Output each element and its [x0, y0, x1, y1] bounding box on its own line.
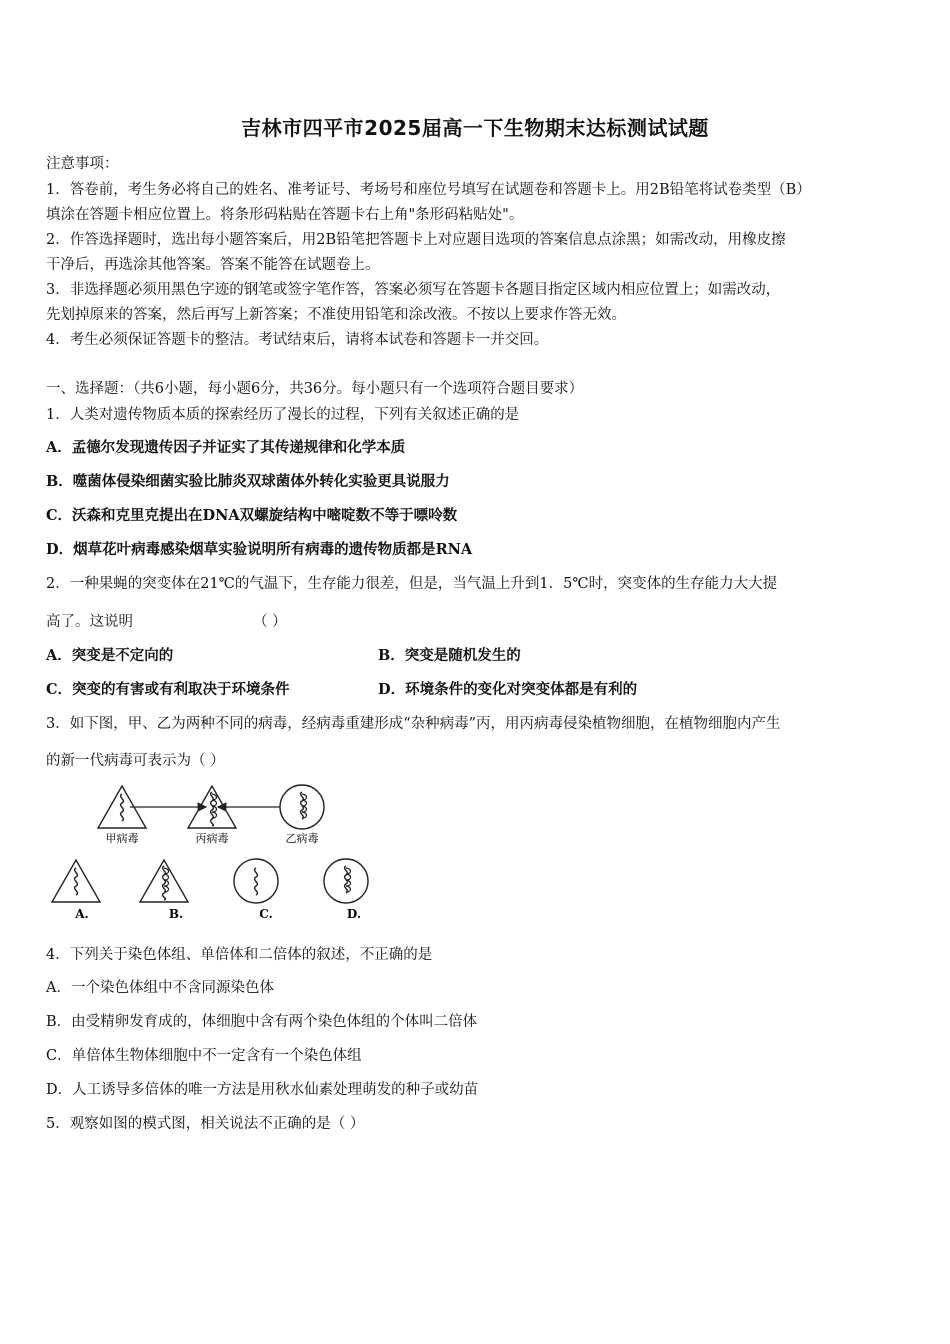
- page-title: 吉林市四平市2025届高一下生物期末达标测试试题: [241, 116, 709, 140]
- notice-line: 填涂在答题卡相应位置上。将条形码粘贴在答题卡右上角"条形码粘贴处"。: [46, 207, 524, 223]
- q2-option-c: C．突变的有害或有利取决于环境条件: [46, 681, 290, 698]
- q3-stem: 3．如下图，甲、乙为两种不同的病毒，经病毒重建形成“杂种病毒”丙，用丙病毒侵染植物细胞，在植物细胞内产生: [46, 716, 781, 732]
- q4-stem: 4．下列关于染色体组、单倍体和二倍体的叙述，不正确的是: [46, 947, 433, 963]
- q2-option-d: D．环境条件的变化对突变体都是有利的: [378, 681, 638, 698]
- q2-stem: 2．一种果蝇的突变体在21℃的气温下，生存能力很差，但是，当气温上升到1．5℃时，突变体的生存能力大大提: [46, 576, 778, 592]
- q2-stem-cont: [46, 610, 916, 631]
- q1-option-d: D．烟草花叶病毒感染烟草实验说明所有病毒的遗传物质都是RNA: [46, 541, 473, 558]
- option-d-virus: [324, 859, 368, 903]
- virus-yi-circle: [280, 785, 324, 829]
- q4-option-d: D．人工诱导多倍体的唯一方法是用秋水仙素处理萌发的种子或幼苗: [46, 1082, 479, 1098]
- option-c-virus: [234, 859, 278, 903]
- notice-line: 先划掉原来的答案，然后再写上新答案；不准使用铅笔和涂改液。不按以上要求作答无效。: [46, 307, 626, 323]
- q4-option-c: C．单倍体生物体细胞中不一定含有一个染色体组: [46, 1048, 362, 1064]
- option-a-virus: [52, 860, 100, 902]
- q2-stem-text: 高了。这说明: [46, 614, 133, 630]
- q1-stem: 1．人类对遗传物质本质的探索经历了漫长的过程，下列有关叙述正确的是: [46, 407, 520, 423]
- virus-figure: [46, 780, 386, 925]
- q1-option-c: C．沃森和克里克提出在DNA双螺旋结构中嘧啶数不等于嘌呤数: [46, 507, 458, 524]
- q2-option-a: A．突变是不定向的: [46, 647, 174, 664]
- q1-option-a: A．孟德尔发现遗传因子并证实了其传递规律和化学本质: [46, 439, 406, 456]
- section-heading: 一、选择题：（共6小题，每小题6分，共36分。每小题只有一个选项符合题目要求）: [46, 381, 584, 397]
- notice-heading: 注意事项：: [46, 156, 119, 172]
- label-bing: 丙病毒: [195, 832, 229, 845]
- q2-option-b: B．突变是随机发生的: [378, 647, 521, 664]
- option-d-label: D.: [346, 907, 362, 921]
- notice-line: 干净后，再选涂其他答案。答案不能答在试题卷上。: [46, 257, 380, 273]
- q5-stem: 5．观察如图的模式图，相关说法不正确的是（ ）: [46, 1116, 365, 1132]
- notice-line: 3．非选择题必须用黑色字迹的钢笔或签字笔作答，答案必须写在答题卡各题目指定区域内相应位置上；如需改动，: [46, 282, 781, 298]
- option-c-label: C.: [259, 907, 273, 921]
- q4-option-a: A．一个染色体组中不含同源染色体: [46, 980, 274, 996]
- q3-stem-cont: 的新一代病毒可表示为（ ）: [46, 753, 225, 769]
- label-yi: 乙病毒: [285, 832, 319, 845]
- q2-answer-paren: （ ）: [253, 614, 287, 630]
- option-a-label: A.: [75, 907, 89, 921]
- option-b-label: B.: [168, 907, 184, 921]
- notice-line: 4．考生必须保证答题卡的整洁。考试结束后，请将本试卷和答题卡一并交回。: [46, 332, 549, 348]
- label-jia: 甲病毒: [105, 832, 139, 845]
- notice-line: 2．作答选择题时，选出每小题答案后，用2B铅笔把答题卡上对应题目选项的答案信息点涂黑；如需改动，用橡皮擦: [46, 232, 786, 248]
- q1-option-b: B．噬菌体侵染细菌实验比肺炎双球菌体外转化实验更具说服力: [46, 473, 450, 490]
- notice-line: 1．答卷前，考生务必将自己的姓名、准考证号、考场号和座位号填写在试题卷和答题卡上。用2B铅笔将试卷类型（B）: [46, 182, 811, 198]
- option-b-virus: [140, 860, 188, 902]
- q4-option-b: B．由受精卵发育成的，体细胞中含有两个染色体组的个体叫二倍体: [46, 1014, 478, 1030]
